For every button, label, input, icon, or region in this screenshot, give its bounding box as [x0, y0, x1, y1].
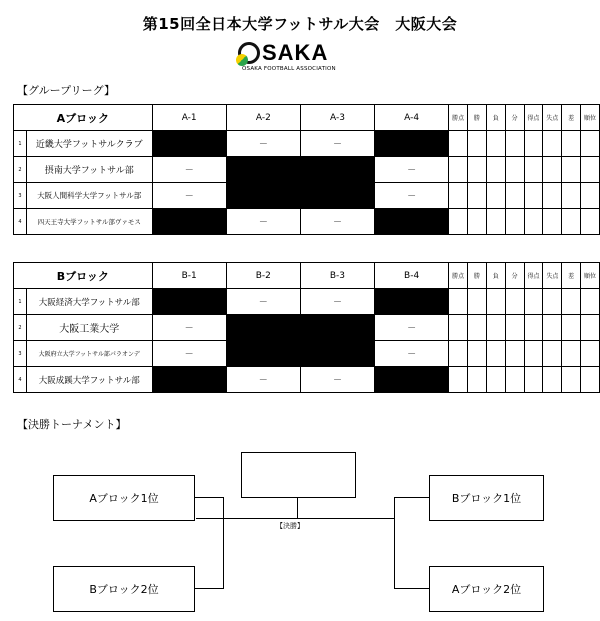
- blank-cell: [152, 131, 226, 157]
- team-name: 摂南大学フットサル部: [26, 157, 152, 183]
- block-name: Aブロック: [14, 105, 153, 131]
- block-name: Bブロック: [14, 263, 153, 289]
- soccer-ball-icon: [238, 42, 260, 64]
- team-name: 大阪成蹊大学フットサル部: [26, 367, 152, 393]
- match-col-header: A-1: [152, 105, 226, 131]
- team-number: 3: [14, 341, 27, 367]
- block-a-table: [13, 104, 600, 235]
- blank-cell: [152, 289, 226, 315]
- logo-subtitle: OSAKA FOOTBALL ASSOCIATION: [242, 66, 336, 72]
- table-row: [14, 157, 600, 183]
- match-col-header: A-4: [375, 105, 449, 131]
- result-cell: －: [300, 209, 374, 235]
- team-number: 2: [14, 157, 27, 183]
- result-cell: －: [226, 209, 300, 235]
- team-number: 2: [14, 315, 27, 341]
- bracket-line: [194, 497, 224, 498]
- result-cell: －: [152, 315, 226, 341]
- blank-cell: [152, 367, 226, 393]
- team-name: 近畿大学フットサルクラブ: [26, 131, 152, 157]
- tournament-label: 【決勝トーナメント】: [17, 418, 127, 431]
- champion-box: [241, 452, 356, 498]
- team-number: 1: [14, 131, 27, 157]
- team-number: 4: [14, 367, 27, 393]
- stat-header: 順位: [580, 105, 599, 131]
- result-cell: －: [375, 183, 449, 209]
- table-row: [14, 209, 600, 235]
- result-cell: －: [226, 367, 300, 393]
- left-bottom-slot: Bブロック2位: [53, 566, 195, 612]
- team-name: 大阪工業大学: [26, 315, 152, 341]
- team-name: 大阪経済大学フットサル部: [26, 289, 152, 315]
- team-name: 大阪人間科学大学フットサル部: [26, 183, 152, 209]
- stat-header: 失点: [543, 105, 562, 131]
- bracket-line: [394, 588, 429, 589]
- result-cell: －: [152, 183, 226, 209]
- team-name: 大阪府立大学フットサル部パラオンデ: [26, 341, 152, 367]
- result-cell: －: [375, 315, 449, 341]
- blank-cell: [152, 209, 226, 235]
- match-col-header: A-3: [300, 105, 374, 131]
- match-col-header: B-1: [152, 263, 226, 289]
- left-top-slot: Aブロック1位: [53, 475, 195, 521]
- stat-header: 分: [505, 105, 524, 131]
- logo-word: SAKA: [262, 40, 329, 65]
- result-cell: －: [152, 341, 226, 367]
- bracket-line: [194, 588, 224, 589]
- table-row: [14, 131, 600, 157]
- blank-cell: [375, 367, 449, 393]
- right-top-slot: Bブロック1位: [429, 475, 544, 521]
- stat-header: 勝点: [449, 263, 468, 289]
- result-cell: －: [226, 131, 300, 157]
- team-number: 3: [14, 183, 27, 209]
- blank-cell: [375, 209, 449, 235]
- final-label: 【決勝】: [276, 522, 304, 530]
- bracket-line: [297, 497, 298, 519]
- team-number: 4: [14, 209, 27, 235]
- osaka-fa-logo: [232, 38, 342, 74]
- table-row: [14, 367, 600, 393]
- match-col-header: B-3: [300, 263, 374, 289]
- stat-header: 失点: [543, 263, 562, 289]
- blank-cell: [226, 157, 374, 209]
- stat-header: 得点: [524, 105, 543, 131]
- block-b-table: [13, 262, 600, 393]
- stat-header: 得点: [524, 263, 543, 289]
- stat-header: 負: [486, 105, 505, 131]
- table-row: [14, 289, 600, 315]
- right-bottom-slot: Aブロック2位: [429, 566, 544, 612]
- group-league-label: 【グループリーグ】: [17, 84, 116, 97]
- result-cell: －: [226, 289, 300, 315]
- stat-header: 勝: [468, 263, 487, 289]
- team-number: 1: [14, 289, 27, 315]
- result-cell: －: [300, 289, 374, 315]
- table-row: [14, 315, 600, 341]
- stat-header: 分: [505, 263, 524, 289]
- bracket-line: [394, 497, 395, 589]
- stat-header: 勝: [468, 105, 487, 131]
- result-cell: －: [375, 341, 449, 367]
- bracket-line: [196, 518, 394, 519]
- result-cell: －: [300, 131, 374, 157]
- bracket-line: [223, 497, 224, 589]
- stat-header: 差: [562, 105, 581, 131]
- result-cell: －: [152, 157, 226, 183]
- match-col-header: B-2: [226, 263, 300, 289]
- result-cell: －: [300, 367, 374, 393]
- stat-header: 負: [486, 263, 505, 289]
- result-cell: －: [375, 157, 449, 183]
- stat-header: 順位: [581, 263, 600, 289]
- match-col-header: A-2: [226, 105, 300, 131]
- blank-cell: [226, 315, 374, 367]
- match-col-header: B-4: [375, 263, 449, 289]
- bracket-line: [394, 497, 429, 498]
- team-name: 四天王寺大学フットサル部ヴァモス: [26, 209, 152, 235]
- stat-header: 勝点: [449, 105, 468, 131]
- blank-cell: [375, 289, 449, 315]
- stat-header: 差: [562, 263, 581, 289]
- page-title: 第15回全日本大学フットサル大会 大阪大会: [142, 15, 458, 33]
- blank-cell: [375, 131, 449, 157]
